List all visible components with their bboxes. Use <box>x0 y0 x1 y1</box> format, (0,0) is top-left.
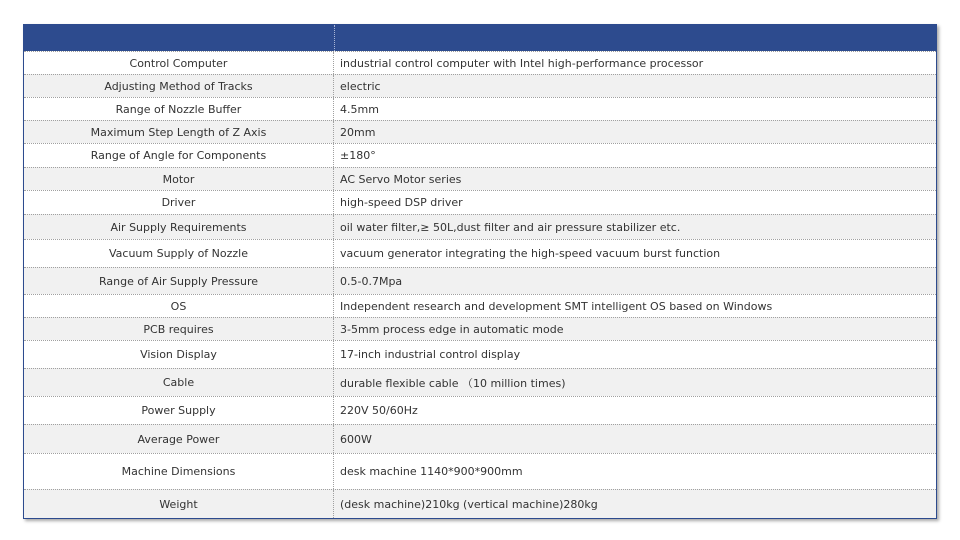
header-cell-label <box>24 25 335 51</box>
spec-value: durable flexible cable （10 million times) <box>340 376 566 390</box>
table-row <box>24 424 936 453</box>
table-row <box>24 294 936 317</box>
table-row <box>24 453 936 489</box>
spec-value: desk machine 1140*900*900mm <box>340 465 523 478</box>
spec-label: Vision Display <box>24 341 334 368</box>
spec-table <box>23 24 937 519</box>
spec-value: electric <box>340 79 381 93</box>
spec-label: OS <box>24 295 334 317</box>
table-header <box>24 25 936 51</box>
table-row <box>24 396 936 424</box>
table-row <box>24 214 936 239</box>
table-row <box>24 74 936 97</box>
table-row <box>24 190 936 214</box>
table-row <box>24 239 936 267</box>
spec-label: Range of Nozzle Buffer <box>24 98 334 120</box>
spec-value: vacuum generator integrating the high-speed vacuum burst function <box>340 247 721 260</box>
spec-label: Maximum Step Length of Z Axis <box>24 121 334 143</box>
spec-label: Vacuum Supply of Nozzle <box>24 240 334 267</box>
spec-value: industrial control computer with Intel high-performance processor <box>340 56 704 70</box>
spec-label: Machine Dimensions <box>24 454 334 489</box>
table-row <box>24 267 936 294</box>
table-row <box>24 317 936 340</box>
spec-label: Range of Air Supply Pressure <box>24 268 334 294</box>
spec-label: Cable <box>24 369 334 396</box>
spec-value: 0.5-0.7Mpa <box>340 274 403 288</box>
table-row <box>24 340 936 368</box>
table-row <box>24 143 936 167</box>
spec-value: (desk machine)210kg (vertical machine)280kg <box>340 497 598 511</box>
spec-value: 17-inch industrial control display <box>340 348 521 361</box>
table-row <box>24 120 936 143</box>
spec-label: Power Supply <box>24 397 334 424</box>
spec-value: AC Servo Motor series <box>340 172 462 186</box>
table-row <box>24 51 936 74</box>
spec-label: Driver <box>24 191 334 214</box>
spec-value: oil water filter,≥ 50L,dust filter and air pressure stabilizer etc. <box>340 220 681 234</box>
spec-value: 20mm <box>340 125 376 139</box>
table-row <box>24 489 936 518</box>
spec-label: PCB requires <box>24 318 334 340</box>
spec-label: Average Power <box>24 425 334 453</box>
spec-label: Range of Angle for Components <box>24 144 334 167</box>
table-row <box>24 97 936 120</box>
spec-label: Air Supply Requirements <box>24 215 334 239</box>
spec-value: 4.5mm <box>340 102 379 116</box>
spec-label: Control Computer <box>24 52 334 74</box>
table-row <box>24 167 936 190</box>
spec-value: 220V 50/60Hz <box>340 404 418 417</box>
table-row <box>24 368 936 396</box>
spec-value: ±180° <box>340 149 376 162</box>
spec-value: 600W <box>340 432 372 446</box>
header-cell-value <box>335 25 936 51</box>
spec-label: Motor <box>24 168 334 190</box>
spec-label: Weight <box>24 490 334 518</box>
spec-value: high-speed DSP driver <box>340 196 463 209</box>
spec-value: 3-5mm process edge in automatic mode <box>340 322 564 336</box>
spec-value: Independent research and development SMT intelligent OS based on Windows <box>340 299 773 313</box>
spec-label: Adjusting Method of Tracks <box>24 75 334 97</box>
